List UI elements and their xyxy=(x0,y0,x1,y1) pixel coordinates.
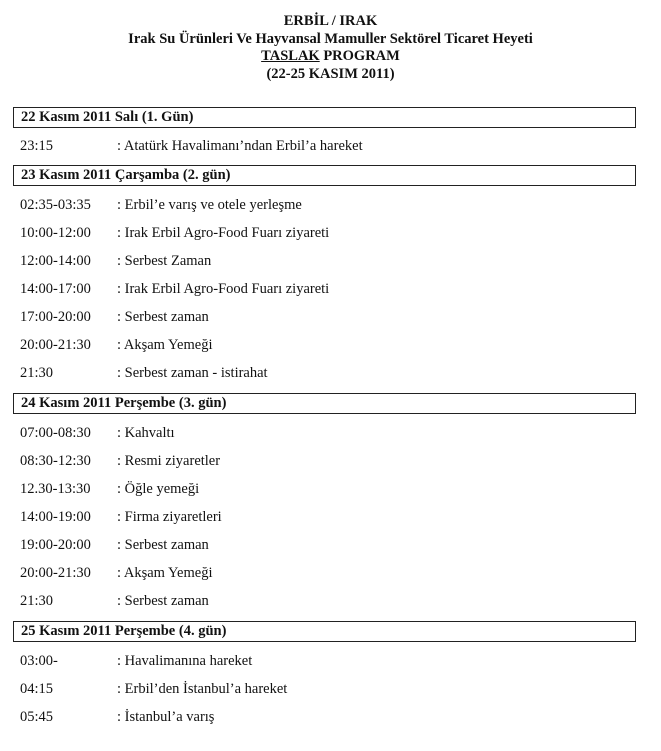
program-word: PROGRAM xyxy=(319,48,400,64)
time-cell: 21:30 xyxy=(20,365,54,381)
activity-cell: : Serbest zaman xyxy=(117,537,209,553)
time-cell: 14:00-19:00 xyxy=(20,509,91,525)
activity-cell: : Irak Erbil Agro-Food Fuarı ziyareti xyxy=(117,225,330,241)
time-cell: 17:00-20:00 xyxy=(20,309,91,325)
document-header xyxy=(0,13,661,83)
activity-cell: : Kahvaltı xyxy=(117,425,175,441)
activity-cell: : Akşam Yemeği xyxy=(117,337,213,353)
time-cell: 02:35-03:35 xyxy=(20,197,91,213)
time-cell: 03:00- xyxy=(20,653,58,669)
activity-cell: : Akşam Yemeği xyxy=(117,565,213,581)
activity-cell: : Erbil’e varış ve otele yerleşme xyxy=(117,197,302,213)
time-cell: 10:00-12:00 xyxy=(20,225,91,241)
day-header: 23 Kasım 2011 Çarşamba (2. gün) xyxy=(13,165,636,186)
program-draft-word: TASLAK xyxy=(261,48,320,64)
activity-cell: : Serbest Zaman xyxy=(117,253,212,269)
time-cell: 21:30 xyxy=(20,593,54,609)
program-dates: (22-25 KASIM 2011) xyxy=(266,65,395,82)
time-cell: 14:00-17:00 xyxy=(20,281,91,297)
activity-cell: : Irak Erbil Agro-Food Fuarı ziyareti xyxy=(117,281,330,297)
activity-cell: : Erbil’den İstanbul’a hareket xyxy=(117,681,288,697)
activity-cell: : Havalimanına hareket xyxy=(117,653,253,669)
activity-cell: : Öğle yemeği xyxy=(117,481,200,497)
activity-cell: : Serbest zaman xyxy=(117,309,209,325)
time-cell: 07:00-08:30 xyxy=(20,425,91,441)
day-header: 24 Kasım 2011 Perşembe (3. gün) xyxy=(13,393,636,414)
document-subtitle: Irak Su Ürünleri Ve Hayvansal Mamuller Sektörel Ticaret Heyeti xyxy=(128,30,533,47)
time-cell: 19:00-20:00 xyxy=(20,537,91,553)
activity-cell: : Serbest zaman - istirahat xyxy=(117,365,268,381)
time-cell: 12.30-13:30 xyxy=(20,481,91,497)
time-cell: 20:00-21:30 xyxy=(20,337,91,353)
time-cell: 20:00-21:30 xyxy=(20,565,91,581)
time-cell: 04:15 xyxy=(20,681,54,697)
activity-cell: : Atatürk Havalimanı’ndan Erbil’a hareket xyxy=(117,138,363,154)
time-cell: 23:15 xyxy=(20,138,54,154)
document-title: ERBİL / IRAK xyxy=(283,13,378,29)
activity-cell: : Resmi ziyaretler xyxy=(117,453,221,469)
activity-cell: : Serbest zaman xyxy=(117,593,209,609)
time-cell: 05:45 xyxy=(20,709,54,725)
day-header: 22 Kasım 2011 Salı (1. Gün) xyxy=(13,107,636,128)
time-cell: 12:00-14:00 xyxy=(20,253,91,269)
activity-cell: : İstanbul’a varış xyxy=(117,709,215,725)
day-header: 25 Kasım 2011 Perşembe (4. gün) xyxy=(13,621,636,642)
program-heading xyxy=(0,48,661,66)
activity-cell: : Firma ziyaretleri xyxy=(117,509,222,525)
time-cell: 08:30-12:30 xyxy=(20,453,91,469)
